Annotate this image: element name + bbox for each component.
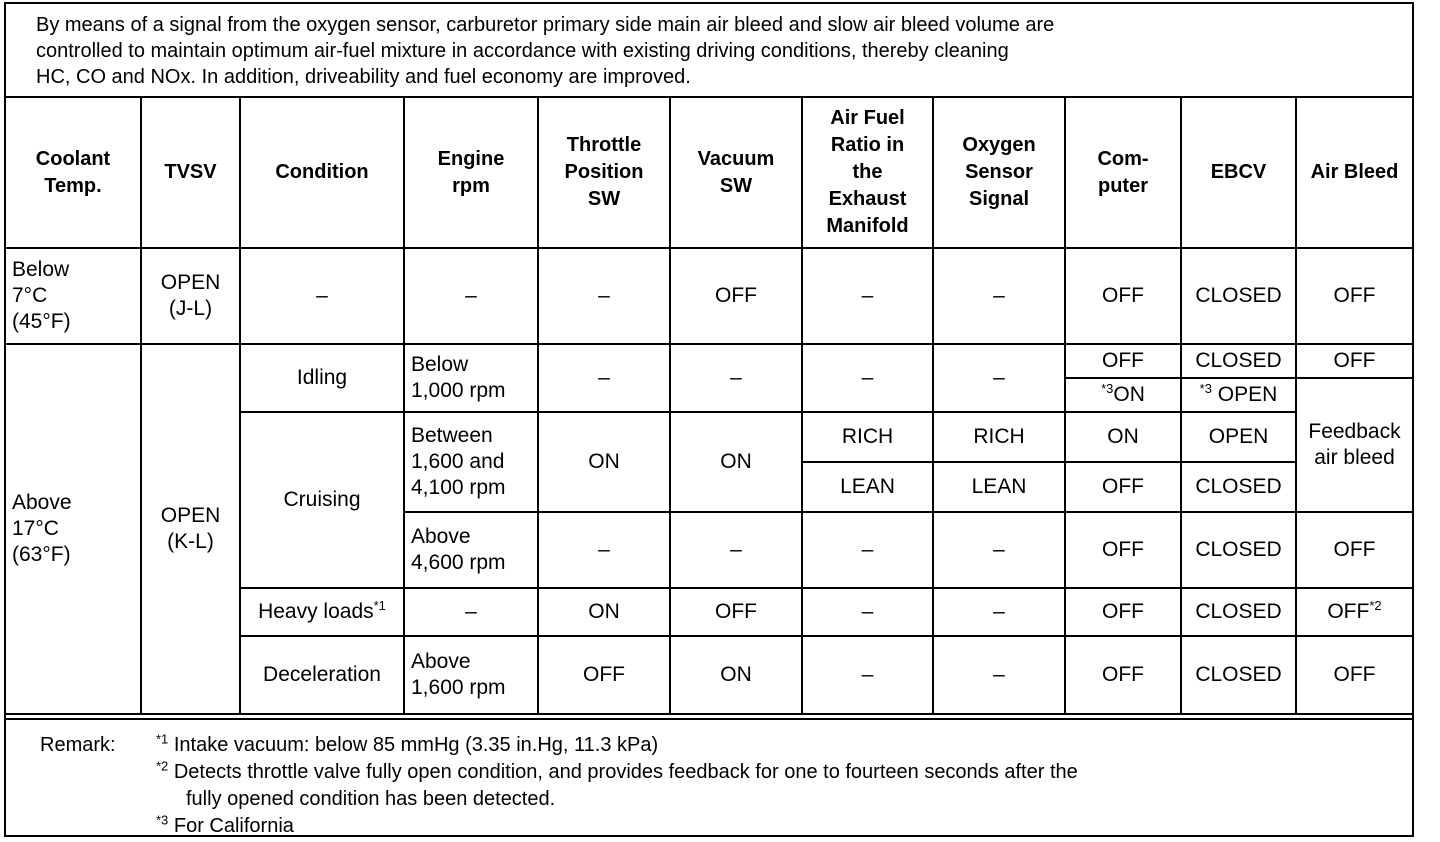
condition-cell: – xyxy=(240,248,404,344)
afr-cell: – xyxy=(802,636,933,714)
ebcv-cell: CLOSED xyxy=(1181,344,1296,378)
footnote-2-continued: fully opened condition has been detected. xyxy=(186,788,556,810)
computer-cell: OFF xyxy=(1065,588,1181,636)
computer-california-cell: $^{*3}$ON xyxy=(1065,378,1181,412)
remark-label: Remark: xyxy=(40,734,116,756)
header-coolant-temp: Coolant Temp. xyxy=(6,98,141,248)
o2-cell: RICH xyxy=(933,412,1065,462)
airbleed-cell: OFF xyxy=(1296,512,1412,588)
throttle-cell: – xyxy=(538,512,670,588)
afr-cell: RICH xyxy=(802,412,933,462)
vacuum-cell: ON xyxy=(670,412,802,512)
vacuum-cell: ON xyxy=(670,636,802,714)
rpm-cruising-cell: Between 1,600 and 4,100 rpm xyxy=(404,412,538,512)
throttle-cell: – xyxy=(538,248,670,344)
throttle-cell: ON xyxy=(538,412,670,512)
ebcv-cell: CLOSED xyxy=(1181,588,1296,636)
intro-paragraph xyxy=(6,4,1412,98)
header-condition: Condition xyxy=(240,98,404,248)
afr-cell: LEAN xyxy=(802,462,933,512)
header-ebcv: EBCV xyxy=(1181,98,1296,248)
o2-cell: – xyxy=(933,512,1065,588)
ebcv-system-table-sheet xyxy=(4,2,1414,837)
header-air-bleed: Air Bleed xyxy=(1296,98,1412,248)
o2-cell: – xyxy=(933,248,1065,344)
rpm-idling-cell: Below 1,000 rpm xyxy=(404,344,538,412)
airbleed-cell: OFF xyxy=(1296,344,1412,378)
rpm-decel-cell: Above 1,600 rpm xyxy=(404,636,538,714)
computer-cell: OFF xyxy=(1065,512,1181,588)
rpm-cell: – xyxy=(404,588,538,636)
footnote-2: $^{*2}$ Detects throttle valve fully open condition, and provides feedback for one to fourteen seconds after the xyxy=(156,758,1078,783)
condition-decel-cell: Deceleration xyxy=(240,636,404,714)
remark-notes xyxy=(156,732,1356,840)
computer-cell: OFF xyxy=(1065,344,1181,378)
footnote-3: $^{*3}$ For California xyxy=(156,812,294,837)
o2-cell: LEAN xyxy=(933,462,1065,512)
tvsv-below-cell: OPEN (J-L) xyxy=(141,248,240,344)
header-computer: Com- puter xyxy=(1065,98,1181,248)
computer-cell: ON xyxy=(1065,412,1181,462)
tvsv-above-cell: OPEN (K-L) xyxy=(141,344,240,714)
ebcv-cell: CLOSED xyxy=(1181,248,1296,344)
ebcv-cell: CLOSED xyxy=(1181,636,1296,714)
coolant-above-cell: Above 17°C (63°F) xyxy=(6,344,141,714)
header-tvsv: TVSV xyxy=(141,98,240,248)
computer-cell: OFF xyxy=(1065,636,1181,714)
airbleed-cell: OFF xyxy=(1296,636,1412,714)
footnote-1: $^{*1}$ Intake vacuum: below 85 mmHg (3.35 in.Hg, 11.3 kPa) xyxy=(156,731,659,756)
throttle-cell: OFF xyxy=(538,636,670,714)
ebcv-cell: OPEN xyxy=(1181,412,1296,462)
header-vacuum-sw: Vacuum SW xyxy=(670,98,802,248)
ebcv-cell: CLOSED xyxy=(1181,512,1296,588)
rpm-high-cell: Above 4,600 rpm xyxy=(404,512,538,588)
condition-heavy-cell: Heavy loads$^{*1}$ xyxy=(240,588,404,636)
computer-cell: OFF xyxy=(1065,248,1181,344)
coolant-below-cell: Below 7°C (45°F) xyxy=(6,248,141,344)
condition-cruising-cell: Cruising xyxy=(240,412,404,588)
vacuum-cell: OFF xyxy=(670,588,802,636)
airbleed-cell: OFF xyxy=(1296,248,1412,344)
afr-cell: – xyxy=(802,344,933,412)
o2-cell: – xyxy=(933,588,1065,636)
remark-section xyxy=(6,718,1412,835)
header-throttle-position-sw: Throttle Position SW xyxy=(538,98,670,248)
throttle-cell: – xyxy=(538,344,670,412)
intro-line: By means of a signal from the oxygen sensor, carburetor primary side main air bleed and slow air bleed volume are xyxy=(36,14,1055,36)
feedback-air-bleed-cell: Feedback air bleed xyxy=(1296,378,1412,512)
header-air-fuel-ratio: Air Fuel Ratio in the Exhaust Manifold xyxy=(802,98,933,248)
intro-line: HC, CO and NOx. In addition, driveability and fuel economy are improved. xyxy=(36,66,691,88)
o2-cell: – xyxy=(933,636,1065,714)
ebcv-california-cell: $^{*3}$ OPEN xyxy=(1181,378,1296,412)
header-engine-rpm: Engine rpm xyxy=(404,98,538,248)
vacuum-cell: – xyxy=(670,512,802,588)
intro-line: controlled to maintain optimum air-fuel mixture in accordance with existing driving conditions, thereby cleaning xyxy=(36,40,1009,62)
afr-cell: – xyxy=(802,588,933,636)
header-oxygen-sensor-signal: Oxygen Sensor Signal xyxy=(933,98,1065,248)
vacuum-cell: OFF xyxy=(670,248,802,344)
vacuum-cell: – xyxy=(670,344,802,412)
throttle-cell: ON xyxy=(538,588,670,636)
operation-table xyxy=(6,98,1412,715)
computer-cell: OFF xyxy=(1065,462,1181,512)
rpm-cell: – xyxy=(404,248,538,344)
condition-idling-cell: Idling xyxy=(240,344,404,412)
table-row-idling-a xyxy=(6,344,1412,378)
table-header-row xyxy=(6,98,1412,248)
o2-cell: – xyxy=(933,344,1065,412)
airbleed-cell: OFF$^{*2}$ xyxy=(1296,588,1412,636)
ebcv-cell: CLOSED xyxy=(1181,462,1296,512)
afr-cell: – xyxy=(802,248,933,344)
table-row-below-7c xyxy=(6,248,1412,344)
afr-cell: – xyxy=(802,512,933,588)
